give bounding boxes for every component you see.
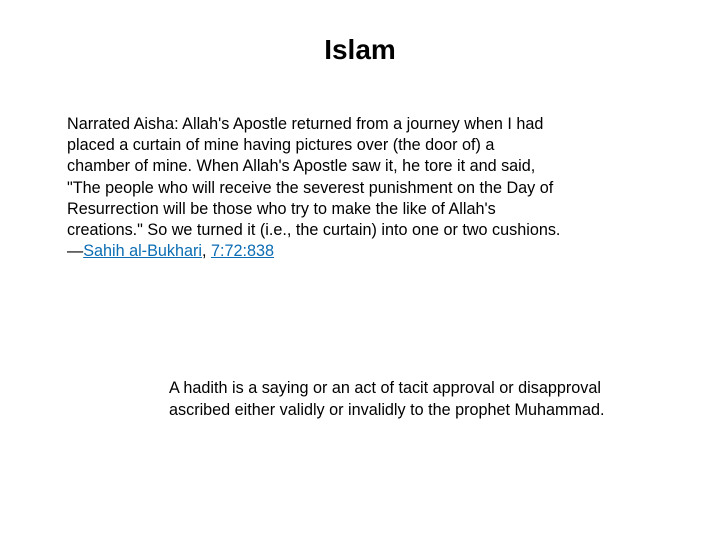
hadith-quote [67,114,657,262]
citation-separator: , [201,242,211,261]
quote-line: chamber of mine. When Allah's Apostle saw it, he tore it and said, [67,157,536,176]
citation [67,241,657,262]
quote-line: creations." So we turned it (i.e., the curtain) into one or two cushions. [67,221,561,240]
citation-dash: — [67,242,84,261]
definition-line: ascribed either validly or invalidly to the prophet Muhammad. [169,400,605,419]
hadith-reference-link[interactable]: 7:72:838 [210,242,274,261]
quote-line: Resurrection will be those who try to make the like of Allah's [67,199,496,218]
sahih-al-bukhari-link[interactable]: Sahih al-Bukhari [83,242,202,261]
slide-title: Islam [324,34,396,65]
quote-line: Narrated Aisha: Allah's Apostle returned from a journey when I had [67,115,544,133]
hadith-definition [169,378,689,421]
quote-line: placed a curtain of mine having pictures over (the door of) a [67,136,495,155]
definition-line: A hadith is a saying or an act of tacit approval or disapproval [169,379,601,397]
quote-line: "The people who will receive the severest punishment on the Day of [67,178,554,197]
